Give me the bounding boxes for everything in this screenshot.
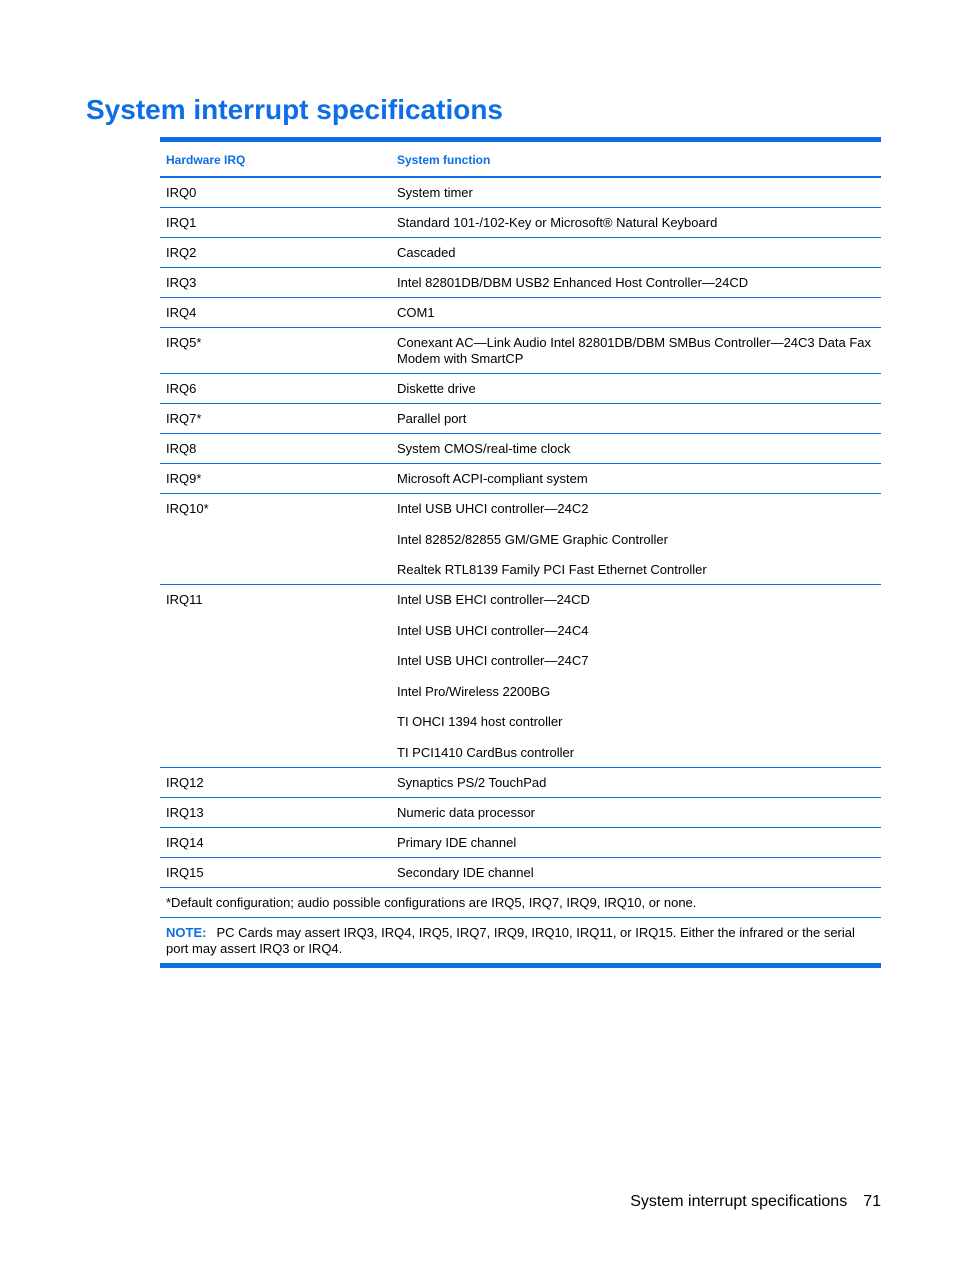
table-row xyxy=(160,268,881,298)
function-cell xyxy=(391,464,881,493)
table-row xyxy=(160,298,881,328)
function-cell xyxy=(391,374,881,403)
irq-cell: IRQ1 xyxy=(166,215,197,230)
table-row xyxy=(160,464,881,494)
table-row xyxy=(160,828,881,858)
table-row xyxy=(160,374,881,404)
function-line: Microsoft ACPI-compliant system xyxy=(397,471,588,486)
irq-cell: IRQ6 xyxy=(166,381,197,396)
table-row xyxy=(160,178,881,208)
function-line: COM1 xyxy=(397,305,435,320)
irq-cell: IRQ3 xyxy=(166,275,197,290)
function-line: Intel Pro/Wireless 2200BG xyxy=(397,683,551,699)
irq-cell: IRQ15 xyxy=(166,864,204,880)
irq-cell: IRQ10* xyxy=(166,501,209,516)
function-line: System timer xyxy=(397,185,473,200)
function-cell xyxy=(391,585,881,767)
irq-cell: IRQ14 xyxy=(166,834,204,850)
page-footer xyxy=(630,1191,881,1213)
irq-cell: IRQ0 xyxy=(166,185,197,200)
function-line: Parallel port xyxy=(397,411,467,426)
function-line: Realtek RTL8139 Family PCI Fast Ethernet Controller xyxy=(397,562,707,577)
function-cell xyxy=(391,208,881,237)
table-row xyxy=(160,494,881,585)
function-line: Intel 82852/82855 GM/GME Graphic Controller xyxy=(397,531,668,547)
table-body xyxy=(160,178,881,888)
irq-cell: IRQ5* xyxy=(166,335,202,350)
function-cell xyxy=(391,858,881,887)
function-line: Numeric data processor xyxy=(397,804,535,820)
function-line: Standard 101-/102-Key or Microsoft® Natural Keyboard xyxy=(397,215,718,230)
page-number: 71 xyxy=(863,1193,881,1210)
function-cell xyxy=(391,404,881,433)
irq-cell: IRQ12 xyxy=(166,774,204,790)
function-cell xyxy=(391,494,881,584)
function-cell xyxy=(391,298,881,327)
table-row xyxy=(160,328,881,374)
header-system-function: System function xyxy=(397,153,491,167)
irq-cell: IRQ7* xyxy=(166,411,202,426)
page-title: System interrupt specifications xyxy=(86,94,504,125)
note-label: NOTE: xyxy=(166,924,207,940)
table-header-row xyxy=(160,142,881,178)
irq-cell: IRQ4 xyxy=(166,305,197,320)
function-line: Intel 82801DB/DBM USB2 Enhanced Host Controller—24CD xyxy=(397,275,749,290)
function-cell xyxy=(391,178,881,207)
function-cell xyxy=(391,328,881,373)
table-row xyxy=(160,434,881,464)
table-row xyxy=(160,768,881,798)
irq-cell: IRQ9* xyxy=(166,471,202,486)
footer-section-title: System interrupt specifications xyxy=(630,1193,848,1210)
function-line: Diskette drive xyxy=(397,381,476,396)
header-hardware-irq: Hardware IRQ xyxy=(166,153,246,167)
irq-cell: IRQ2 xyxy=(166,245,197,260)
function-line: Intel USB EHCI controller—24CD xyxy=(397,592,590,607)
function-cell xyxy=(391,238,881,267)
note-row xyxy=(160,918,881,963)
function-line: System CMOS/real-time clock xyxy=(397,441,571,456)
function-cell xyxy=(391,798,881,827)
function-line: Primary IDE channel xyxy=(397,834,517,850)
footnote-row xyxy=(160,888,881,918)
irq-cell: IRQ8 xyxy=(166,441,197,456)
table-row xyxy=(160,585,881,768)
function-cell xyxy=(391,768,881,797)
function-line: Synaptics PS/2 TouchPad xyxy=(397,774,547,790)
table-row xyxy=(160,208,881,238)
table-row xyxy=(160,798,881,828)
function-line: Conexant AC—Link Audio Intel 82801DB/DBM SMBus Controller—24C3 Data Fax Modem with SmartCP xyxy=(397,335,872,366)
function-cell xyxy=(391,434,881,463)
note-text: PC Cards may assert IRQ3, IRQ4, IRQ5, IRQ7, IRQ9, IRQ10, IRQ11, or IRQ15. Either the infrared or the serial port may assert IRQ3 or IRQ4. xyxy=(166,924,855,956)
function-cell xyxy=(391,828,881,857)
function-cell xyxy=(391,268,881,297)
function-line: Secondary IDE channel xyxy=(397,864,534,880)
function-line: TI OHCI 1394 host controller xyxy=(397,714,563,729)
function-line: TI PCI1410 CardBus controller xyxy=(397,744,575,760)
table-row xyxy=(160,858,881,888)
irq-table xyxy=(160,137,881,968)
table-footnote: *Default configuration; audio possible configurations are IRQ5, IRQ7, IRQ9, IRQ10, or none. xyxy=(166,894,697,910)
table-row xyxy=(160,404,881,434)
irq-cell: IRQ11 xyxy=(166,592,203,607)
irq-cell: IRQ13 xyxy=(166,804,204,820)
function-line: Intel USB UHCI controller—24C4 xyxy=(397,622,589,638)
function-line: Intel USB UHCI controller—24C2 xyxy=(397,501,589,516)
function-line: Cascaded xyxy=(397,245,456,260)
table-row xyxy=(160,238,881,268)
note xyxy=(160,918,881,963)
function-line: Intel USB UHCI controller—24C7 xyxy=(397,653,589,668)
